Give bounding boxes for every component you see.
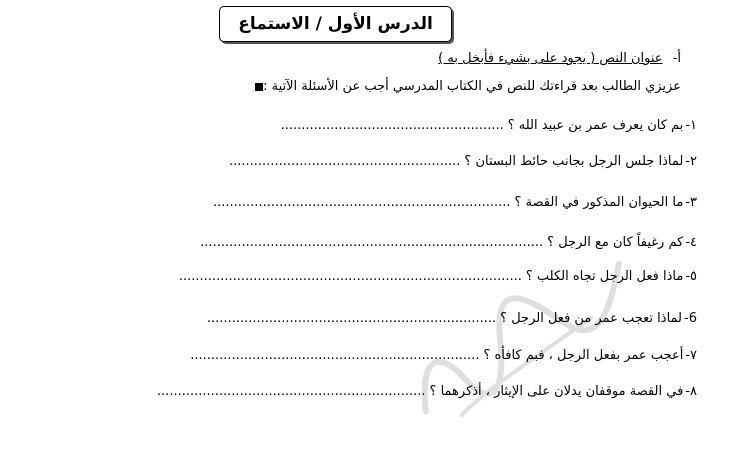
question-text: بم كان يعرف عمر بن عبيد الله ؟ — [507, 118, 684, 133]
answer-line[interactable]: ................................................................. — [156, 384, 426, 399]
question-item — [229, 154, 697, 169]
question-item — [213, 195, 697, 210]
question-number: ٤- — [685, 235, 697, 250]
subtitle-marker: أ- — [672, 51, 681, 66]
question-number: ١- — [685, 118, 697, 133]
instruction-line — [247, 79, 681, 94]
question-item — [190, 348, 697, 363]
question-number: ٣- — [685, 195, 697, 210]
answer-line[interactable]: ................................................................................... — [178, 269, 522, 284]
answer-line[interactable]: ...................................................................... — [190, 348, 480, 363]
question-number: ٢- — [685, 154, 697, 169]
question-item — [179, 269, 697, 284]
question-text: أعجب عمر بفعل الرجل ، فبم كافأه ؟ — [483, 348, 684, 363]
answer-line[interactable]: ...................................................... — [280, 118, 504, 133]
question-number: ٧- — [685, 348, 697, 363]
answer-line[interactable]: ........................................................ — [228, 154, 461, 169]
square-bullet-icon — [255, 83, 263, 91]
lesson-title: الدرس الأول / الاستماع — [238, 14, 433, 34]
question-number: 6- — [684, 311, 697, 326]
question-text: ما الحيوان المذكور في القصة ؟ — [514, 195, 684, 210]
question-text: لماذا تعجب عمر من فعل الرجل ؟ — [500, 311, 683, 326]
question-number: ٨- — [685, 384, 697, 399]
question-number: ٥- — [685, 269, 697, 284]
lesson-title-box — [219, 6, 452, 42]
question-text: في القصة موقفان يدلان على الإيثار ، أذكرهما ؟ — [429, 384, 684, 399]
answer-line[interactable]: ................................................................................... — [200, 235, 544, 250]
question-text: كم رغيفاً كان مع الرجل ؟ — [547, 235, 684, 250]
subtitle-text: عنوان النص ( يجود على بشيء فأبخل به ) — [438, 51, 663, 66]
answer-line[interactable]: ...................................................................... — [206, 311, 497, 326]
question-item — [200, 235, 697, 250]
question-item — [207, 311, 697, 326]
signature-watermark — [375, 215, 666, 451]
question-item — [157, 384, 697, 399]
question-text: ماذا فعل الرجل تجاه الكلب ؟ — [525, 269, 684, 284]
instruction-text: عزيزي الطالب بعد قراءتك للنص في الكتاب المدرسي أجب عن الأسئلة الآتية : — [263, 79, 681, 94]
question-text: لماذا جلس الرجل بجانب حائط البستان ؟ — [464, 154, 684, 169]
text-title-line — [438, 51, 681, 66]
question-item — [281, 118, 697, 133]
answer-line[interactable]: ........................................................................ — [212, 195, 511, 210]
